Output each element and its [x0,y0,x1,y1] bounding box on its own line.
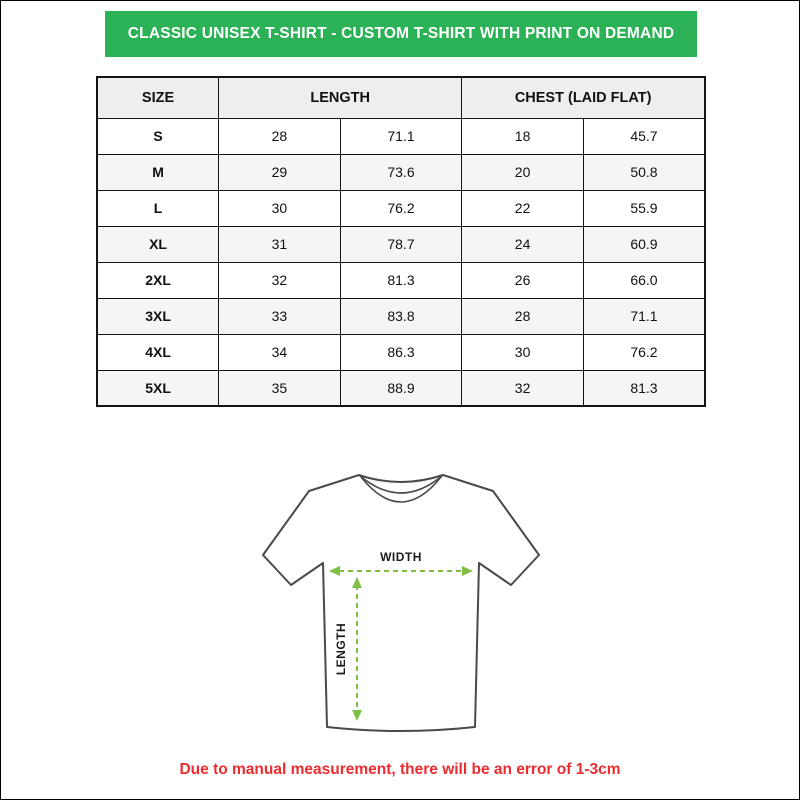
chest-cm-cell: 71.1 [583,298,705,334]
table-row [97,262,705,298]
size-cell: S [97,118,219,154]
table-row [97,298,705,334]
table-header-row [97,77,705,118]
length-in-cell: 28 [219,118,341,154]
chest-cm-cell: 45.7 [583,118,705,154]
table-row [97,190,705,226]
length-cm-cell: 81.3 [340,262,462,298]
length-in-cell: 30 [219,190,341,226]
length-cm-cell: 88.9 [340,370,462,406]
size-chart-table [96,76,706,407]
size-cell: 4XL [97,334,219,370]
chest-cm-cell: 60.9 [583,226,705,262]
table-row [97,118,705,154]
chest-in-cell: 28 [462,298,584,334]
col-header-length: LENGTH [219,77,462,118]
chest-in-cell: 30 [462,334,584,370]
length-cm-cell: 83.8 [340,298,462,334]
table-row [97,226,705,262]
chest-in-cell: 32 [462,370,584,406]
size-cell: L [97,190,219,226]
table-row [97,370,705,406]
chest-in-cell: 20 [462,154,584,190]
length-in-cell: 29 [219,154,341,190]
length-in-cell: 31 [219,226,341,262]
length-cm-cell: 86.3 [340,334,462,370]
size-cell: 2XL [97,262,219,298]
length-in-cell: 32 [219,262,341,298]
chest-in-cell: 24 [462,226,584,262]
length-cm-cell: 73.6 [340,154,462,190]
tshirt-measurement-diagram [251,439,551,751]
length-in-cell: 34 [219,334,341,370]
col-header-chest: CHEST (LAID FLAT) [462,77,705,118]
table-row [97,334,705,370]
measurement-disclaimer: Due to manual measurement, there will be an error of 1-3cm [179,761,621,778]
tshirt-outline [263,475,539,731]
width-label: WIDTH [380,550,422,564]
size-cell: M [97,154,219,190]
size-cell: 3XL [97,298,219,334]
length-cm-cell: 76.2 [340,190,462,226]
length-cm-cell: 71.1 [340,118,462,154]
length-in-cell: 33 [219,298,341,334]
chest-in-cell: 18 [462,118,584,154]
length-cm-cell: 78.7 [340,226,462,262]
page-title: CLASSIC UNISEX T-SHIRT - CUSTOM T-SHIRT WITH PRINT ON DEMAND [105,11,697,57]
chest-cm-cell: 50.8 [583,154,705,190]
length-label: LENGTH [334,622,348,676]
size-cell: 5XL [97,370,219,406]
chest-cm-cell: 66.0 [583,262,705,298]
table-row [97,154,705,190]
chest-cm-cell: 76.2 [583,334,705,370]
size-cell: XL [97,226,219,262]
chest-in-cell: 26 [462,262,584,298]
chest-cm-cell: 81.3 [583,370,705,406]
length-in-cell: 35 [219,370,341,406]
chest-cm-cell: 55.9 [583,190,705,226]
col-header-size: SIZE [97,77,219,118]
chest-in-cell: 22 [462,190,584,226]
